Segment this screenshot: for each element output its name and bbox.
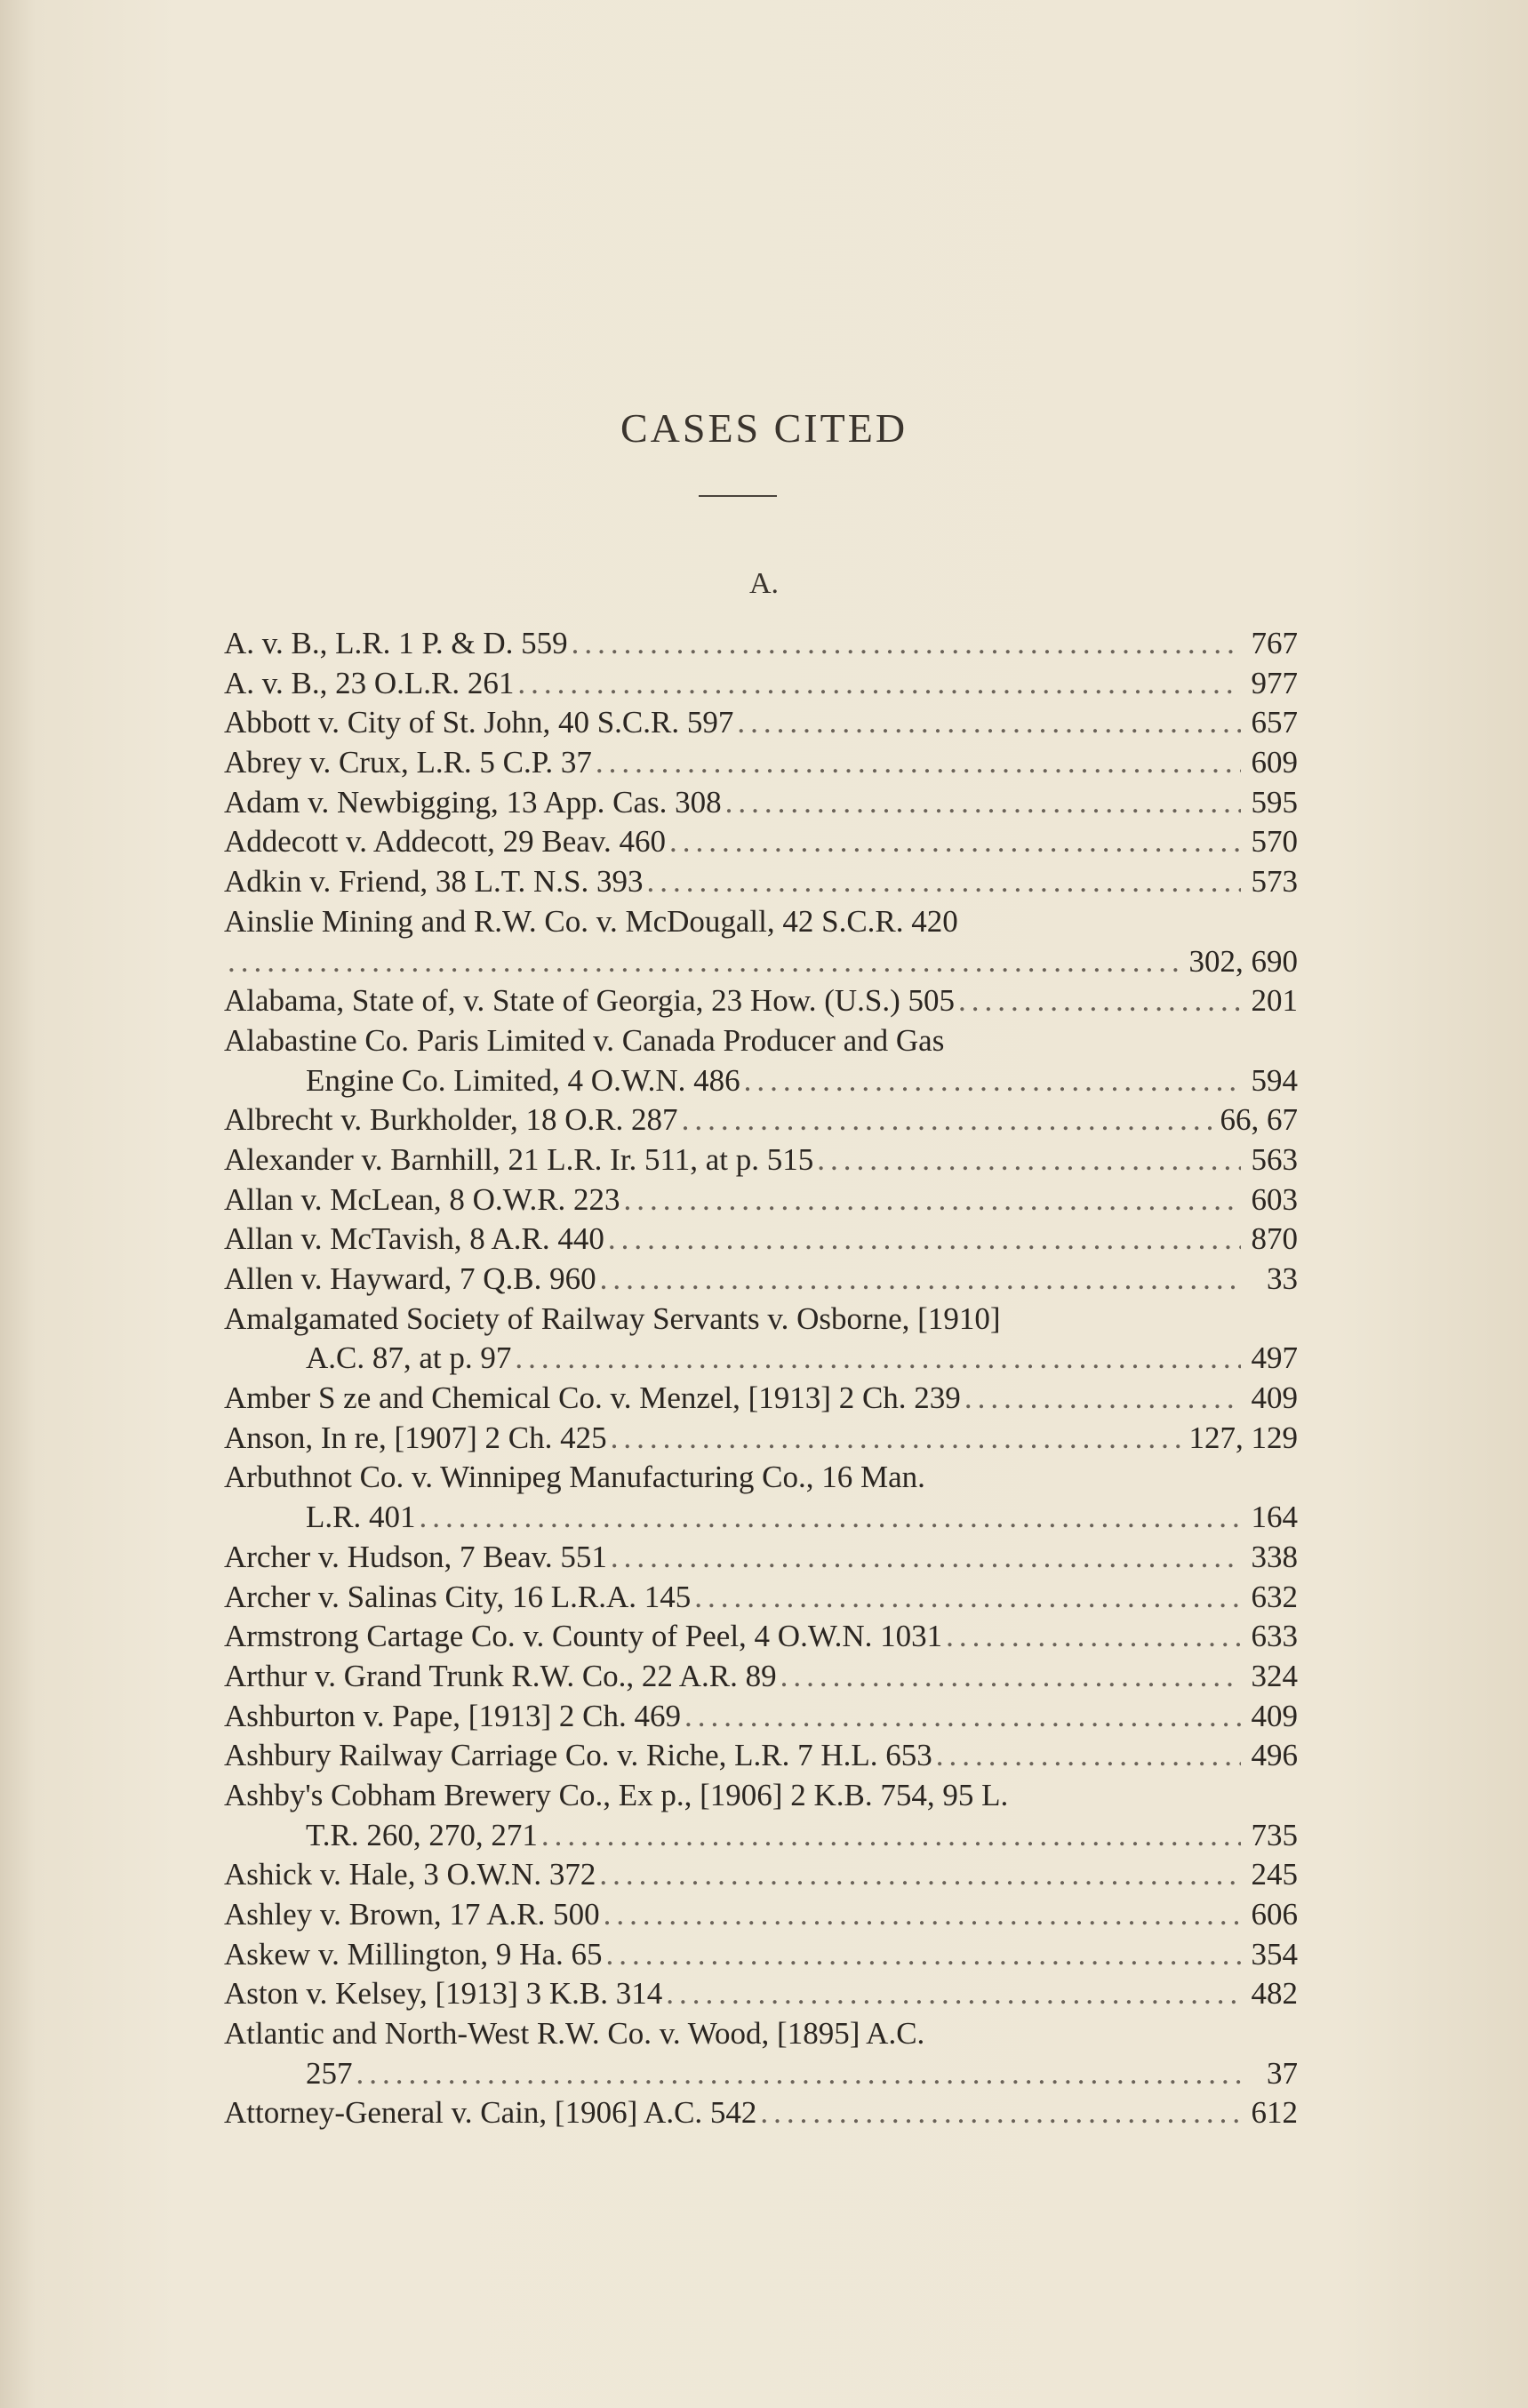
- case-citation-text: Albrecht v. Burkholder, 18 O.R. 287: [224, 1102, 678, 1138]
- case-list: [224, 624, 1298, 2133]
- case-line: [224, 743, 1298, 783]
- dot-leader: [356, 2054, 1242, 2094]
- case-citation-text: Ashley v. Brown, 17 A.R. 500: [224, 1897, 600, 1932]
- case-line: [224, 981, 1298, 1021]
- page-reference: 594: [1251, 1062, 1298, 1098]
- page-reference: 977: [1251, 665, 1298, 700]
- case-citation-text: Alabama, State of, v. State of Georgia, 23 How. (U.S.) 505: [224, 983, 956, 1019]
- page-reference: 127, 129: [1188, 1420, 1298, 1455]
- dot-leader: [604, 1895, 1241, 1935]
- case-citation-text: Adkin v. Friend, 38 L.T. N.S. 393: [224, 864, 644, 900]
- case-entry: [224, 664, 1298, 704]
- case-line: [224, 1776, 1298, 1816]
- case-entry: [224, 1935, 1298, 1975]
- page-reference: 563: [1251, 1141, 1298, 1177]
- case-line: [224, 1498, 1298, 1538]
- page-reference: 201: [1251, 983, 1298, 1019]
- page-reference: 245: [1251, 1857, 1298, 1892]
- case-line: [224, 1061, 1298, 1101]
- case-citation-text: A. v. B., 23 O.L.R. 261: [224, 665, 515, 700]
- case-line: [224, 703, 1298, 743]
- dot-leader: [780, 1657, 1241, 1697]
- case-entry: [224, 1260, 1298, 1300]
- case-line: [224, 1100, 1298, 1140]
- page-reference: 595: [1251, 784, 1298, 820]
- case-entry: [224, 1697, 1298, 1737]
- case-entry: [224, 1617, 1298, 1657]
- case-citation-text: Anson, In re, [1907] 2 Ch. 425: [224, 1420, 607, 1455]
- case-citation-text: A. v. B., L.R. 1 P. & D. 559: [224, 626, 568, 660]
- case-line: [224, 1816, 1298, 1856]
- case-line: [224, 624, 1298, 664]
- case-line: [224, 1657, 1298, 1697]
- case-entry: [224, 1100, 1298, 1140]
- case-line: [224, 1220, 1298, 1260]
- case-line: [224, 1697, 1298, 1737]
- case-line: [224, 862, 1298, 902]
- dot-leader: [596, 743, 1241, 783]
- dot-leader: [737, 703, 1241, 743]
- page-reference: 633: [1251, 1619, 1298, 1654]
- case-line: [224, 1419, 1298, 1459]
- case-citation-text: Alabastine Co. Paris Limited v. Canada Producer and Gas: [224, 1022, 945, 1058]
- case-citation-text: T.R. 260, 270, 271: [306, 1817, 538, 1852]
- dot-leader: [606, 1935, 1242, 1975]
- case-citation-text: Ainslie Mining and R.W. Co. v. McDougall, 42 S.C.R. 420: [224, 903, 958, 939]
- page-reference: 570: [1251, 824, 1298, 860]
- dot-leader: [666, 1974, 1241, 2014]
- case-line: [224, 1895, 1298, 1935]
- case-entry: [224, 703, 1298, 743]
- dot-leader: [419, 1498, 1241, 1538]
- dot-leader: [725, 783, 1241, 823]
- case-citation-text: Armstrong Cartage Co. v. County of Peel, 4 O.W.N. 1031: [224, 1619, 943, 1654]
- case-entry: [224, 1140, 1298, 1180]
- page-reference: 767: [1251, 626, 1298, 660]
- page-reference: 657: [1251, 705, 1298, 740]
- case-entry: [224, 1736, 1298, 1776]
- section-letter: A.: [748, 567, 780, 600]
- case-citation-text: Alexander v. Barnhill, 21 L.R. Ir. 511, at p. 515: [224, 1141, 814, 1177]
- case-entry: [224, 1657, 1298, 1697]
- dot-leader: [624, 1180, 1241, 1220]
- case-citation-text: Ashbury Railway Carriage Co. v. Riche, L.R. 7 H.L. 653: [224, 1738, 932, 1773]
- page-reference: 870: [1251, 1221, 1298, 1257]
- case-line: [224, 822, 1298, 862]
- case-citation-text: Allan v. McTavish, 8 A.R. 440: [224, 1221, 604, 1257]
- case-line: [224, 783, 1298, 823]
- case-line: [224, 1180, 1298, 1220]
- case-citation-text: Allan v. McLean, 8 O.W.R. 223: [224, 1181, 620, 1217]
- page-reference: 632: [1251, 1579, 1298, 1614]
- case-entry: [224, 862, 1298, 902]
- case-line: [224, 942, 1298, 982]
- case-line: [224, 2054, 1298, 2094]
- page-reference: 482: [1251, 1976, 1298, 2012]
- case-citation-text: Adam v. Newbigging, 13 App. Cas. 308: [224, 784, 722, 820]
- case-entry: [224, 1578, 1298, 1618]
- dot-leader: [608, 1220, 1241, 1260]
- case-entry: [224, 1855, 1298, 1895]
- page-reference: 496: [1251, 1738, 1298, 1773]
- dot-leader: [228, 942, 1186, 982]
- case-entry: [224, 1379, 1298, 1419]
- case-line: [224, 2014, 1298, 2054]
- case-citation-text: Allen v. Hayward, 7 Q.B. 960: [224, 1261, 596, 1296]
- case-citation-text: Arthur v. Grand Trunk R.W. Co., 22 A.R. 89: [224, 1658, 777, 1693]
- dot-leader: [517, 664, 1241, 704]
- case-citation-text: Abbott v. City of St. John, 40 S.C.R. 597: [224, 705, 734, 740]
- dot-leader: [611, 1419, 1186, 1459]
- case-entry: [224, 1538, 1298, 1578]
- case-line: [224, 1617, 1298, 1657]
- dot-leader: [600, 1260, 1241, 1300]
- case-entry: [224, 822, 1298, 862]
- page-reference: 573: [1251, 864, 1298, 900]
- case-entry: [224, 902, 1298, 981]
- page-reference: 324: [1251, 1658, 1298, 1693]
- case-line: [224, 1260, 1298, 1300]
- case-line: [224, 1855, 1298, 1895]
- case-line: [224, 1339, 1298, 1379]
- case-citation-text: Aston v. Kelsey, [1913] 3 K.B. 314: [224, 1976, 663, 2012]
- case-citation-text: Archer v. Hudson, 7 Beav. 551: [224, 1539, 607, 1574]
- dot-leader: [684, 1697, 1241, 1737]
- case-line: [224, 1140, 1298, 1180]
- page-reference: 409: [1251, 1380, 1298, 1416]
- dot-leader: [936, 1736, 1241, 1776]
- case-line: [224, 1736, 1298, 1776]
- case-citation-text: 257: [306, 2055, 353, 2091]
- case-line: [224, 664, 1298, 704]
- dot-leader: [599, 1855, 1241, 1895]
- dot-leader: [958, 981, 1241, 1021]
- page-reference: 497: [1251, 1340, 1298, 1376]
- case-entry: [224, 1458, 1298, 1537]
- case-entry: [224, 1300, 1298, 1379]
- case-citation-text: Atlantic and North-West R.W. Co. v. Wood, [1895] A.C.: [224, 2016, 925, 2052]
- case-citation-text: Engine Co. Limited, 4 O.W.N. 486: [306, 1062, 740, 1098]
- case-entry: [224, 1220, 1298, 1260]
- case-citation-text: Amber S ze and Chemical Co. v. Menzel, [1913] 2 Ch. 239: [224, 1380, 961, 1416]
- dot-leader: [946, 1617, 1241, 1657]
- case-line: [224, 1974, 1298, 2014]
- dot-leader: [572, 624, 1241, 664]
- case-line: [224, 2093, 1298, 2133]
- page-reference: 609: [1251, 745, 1298, 780]
- page-reference: 606: [1251, 1897, 1298, 1932]
- case-line: [224, 1578, 1298, 1618]
- title-rule: [699, 495, 777, 497]
- case-line: [224, 902, 1298, 942]
- page-reference: 354: [1251, 1936, 1298, 1972]
- case-citation-text: Abrey v. Crux, L.R. 5 C.P. 37: [224, 745, 592, 780]
- page-reference: 302, 690: [1188, 943, 1298, 979]
- case-citation-text: Attorney-General v. Cain, [1906] A.C. 542: [224, 2095, 757, 2131]
- case-entry: [224, 1974, 1298, 2014]
- page-reference: 612: [1251, 2095, 1298, 2131]
- dot-leader: [515, 1339, 1241, 1379]
- case-entry: [224, 2014, 1298, 2093]
- case-line: [224, 1300, 1298, 1340]
- case-line: [224, 1021, 1298, 1061]
- page-reference: 33: [1267, 1261, 1298, 1296]
- dot-leader: [647, 862, 1241, 902]
- dot-leader: [541, 1816, 1241, 1856]
- page-reference: 164: [1251, 1500, 1298, 1535]
- case-entry: [224, 1180, 1298, 1220]
- case-entry: [224, 1021, 1298, 1100]
- case-citation-text: A.C. 87, at p. 97: [306, 1340, 512, 1376]
- dot-leader: [964, 1379, 1241, 1419]
- case-citation-text: Askew v. Millington, 9 Ha. 65: [224, 1936, 603, 1972]
- case-line: [224, 1379, 1298, 1419]
- page-reference: 603: [1251, 1181, 1298, 1217]
- case-entry: [224, 1419, 1298, 1459]
- page-reference: 338: [1251, 1539, 1298, 1574]
- dot-leader: [744, 1061, 1241, 1101]
- case-entry: [224, 624, 1298, 664]
- case-entry: [224, 981, 1298, 1021]
- dot-leader: [611, 1538, 1241, 1578]
- case-entry: [224, 783, 1298, 823]
- page-title: CASES CITED: [620, 405, 908, 451]
- dot-leader: [817, 1140, 1241, 1180]
- case-citation-text: Ashick v. Hale, 3 O.W.N. 372: [224, 1857, 596, 1892]
- page-reference: 37: [1267, 2055, 1298, 2091]
- page-reference: 735: [1251, 1817, 1298, 1852]
- case-entry: [224, 1776, 1298, 1855]
- dot-leader: [760, 2093, 1241, 2133]
- case-entry: [224, 1895, 1298, 1935]
- case-entry: [224, 743, 1298, 783]
- dot-leader: [694, 1578, 1241, 1618]
- dot-leader: [682, 1100, 1217, 1140]
- case-entry: [224, 2093, 1298, 2133]
- page-reference: 409: [1251, 1698, 1298, 1733]
- case-line: [224, 1935, 1298, 1975]
- case-citation-text: Amalgamated Society of Railway Servants v. Osborne, [1910]: [224, 1300, 1001, 1336]
- dot-leader: [669, 822, 1241, 862]
- case-citation-text: L.R. 401: [306, 1500, 416, 1535]
- case-line: [224, 1458, 1298, 1498]
- case-citation-text: Arbuthnot Co. v. Winnipeg Manufacturing Co., 16 Man.: [224, 1460, 925, 1495]
- case-citation-text: Ashburton v. Pape, [1913] 2 Ch. 469: [224, 1698, 681, 1733]
- case-citation-text: Addecott v. Addecott, 29 Beav. 460: [224, 824, 667, 860]
- case-citation-text: Archer v. Salinas City, 16 L.R.A. 145: [224, 1579, 692, 1614]
- case-citation-text: Ashby's Cobham Brewery Co., Ex p., [1906] 2 K.B. 754, 95 L.: [224, 1777, 1009, 1812]
- page-reference: 66, 67: [1220, 1102, 1298, 1138]
- case-line: [224, 1538, 1298, 1578]
